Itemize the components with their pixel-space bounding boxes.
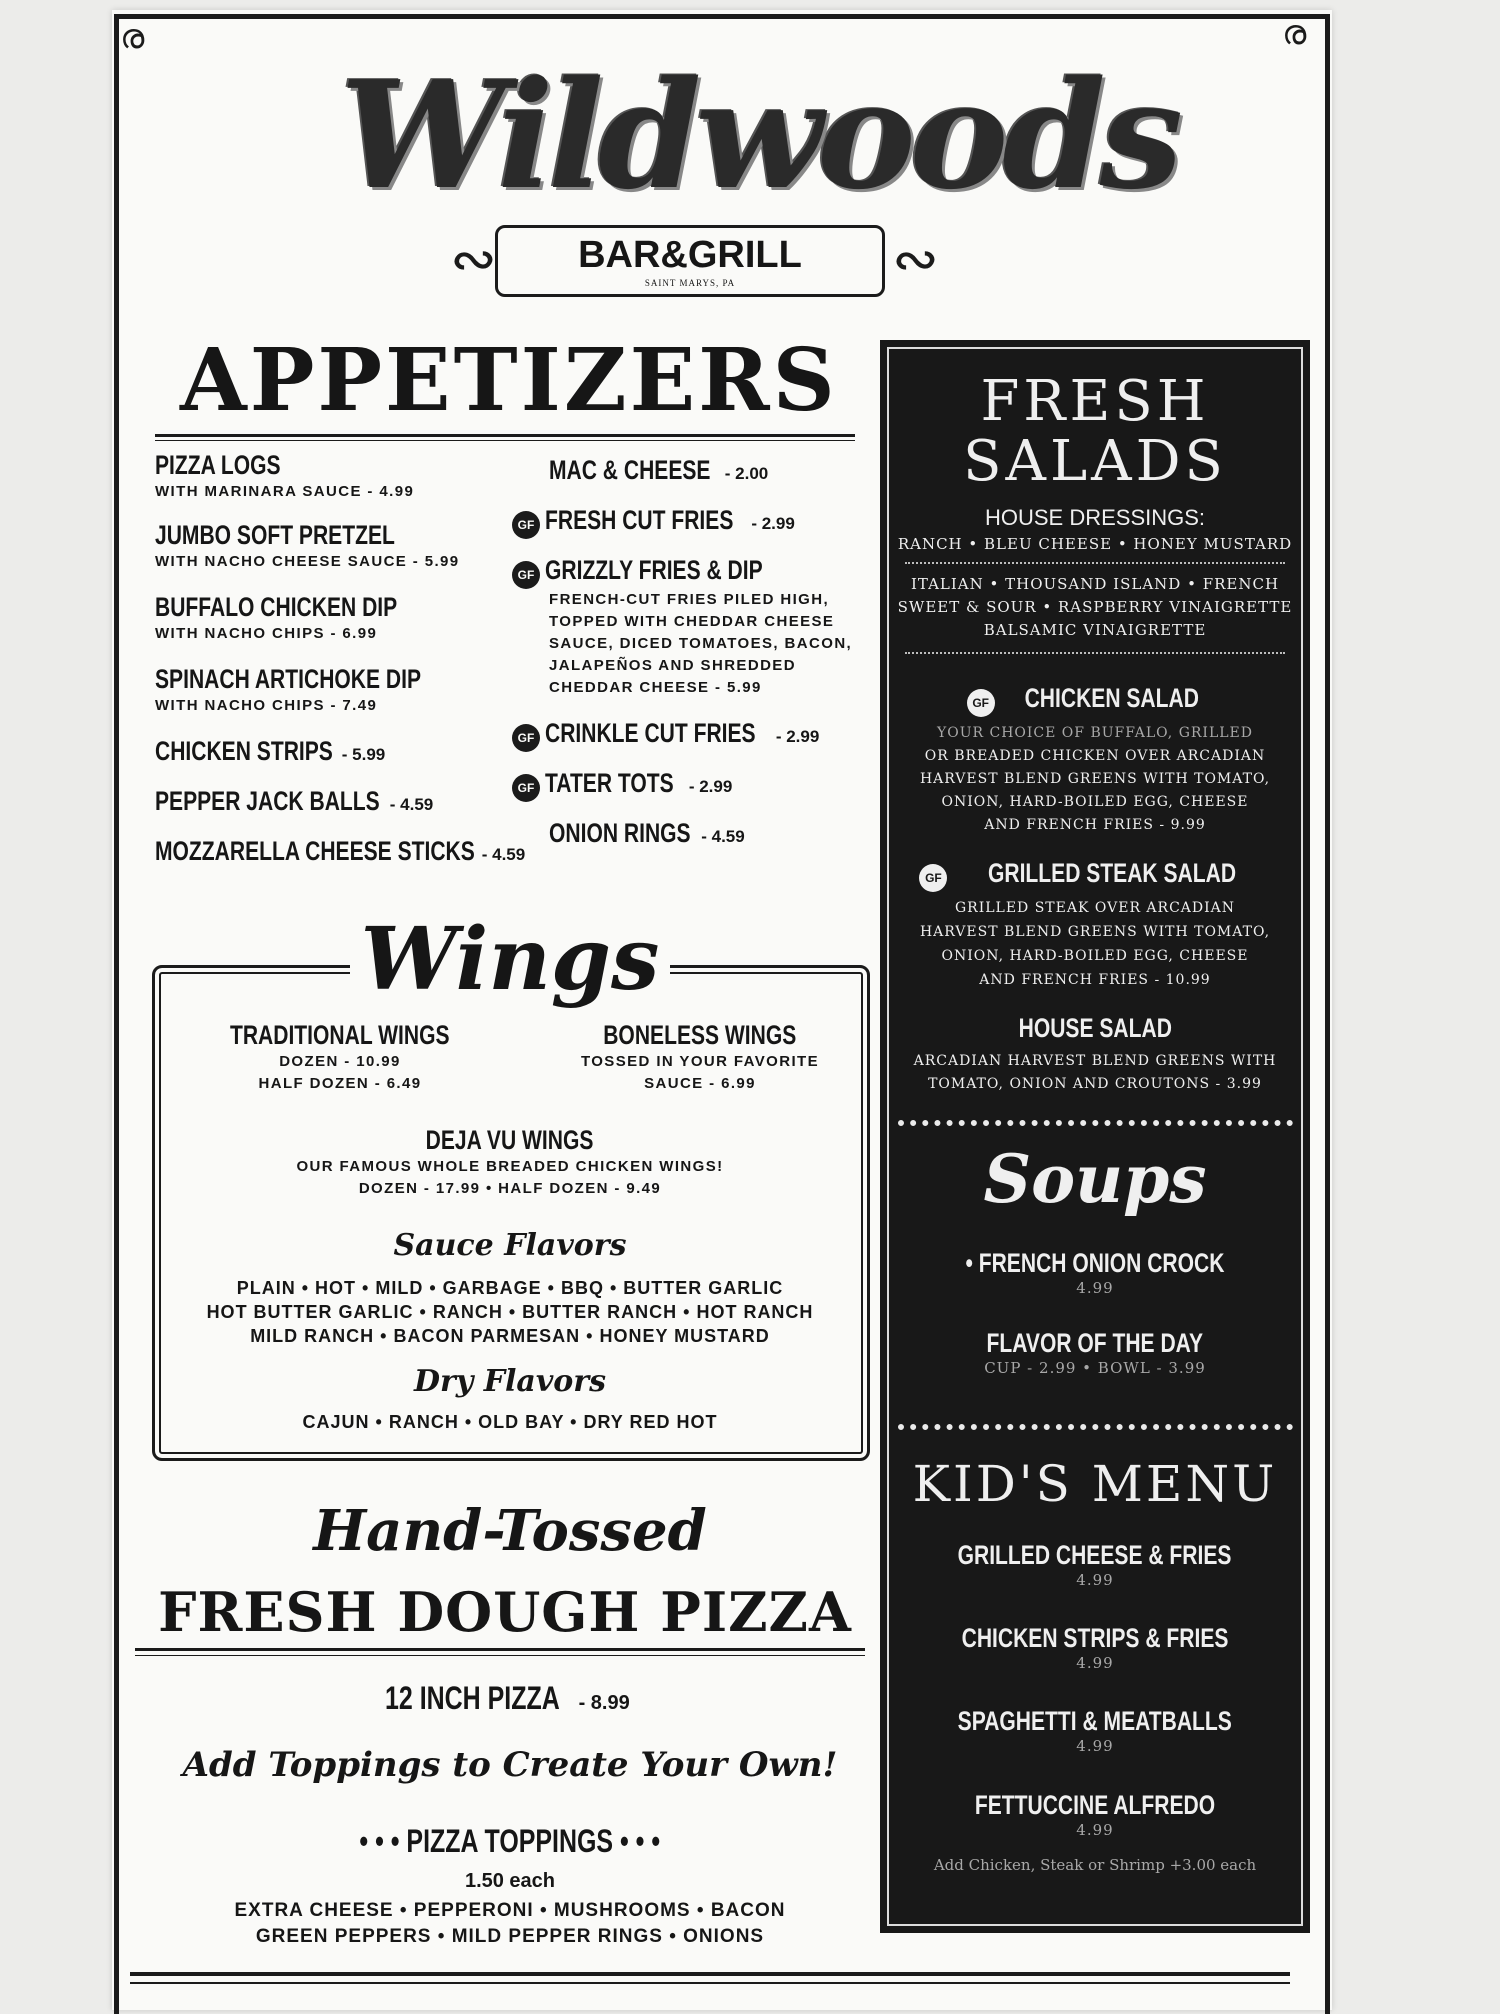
menu-item	[512, 718, 872, 768]
toppings-line: GREEN PEPPERS • MILD PEPPER RINGS • ONIONS	[255, 1926, 765, 1947]
item-name: TRADITIONAL WINGS	[230, 1020, 450, 1050]
item-name: BONELESS WINGS	[603, 1020, 797, 1050]
dressing-line: RANCH • BLEU CHEESE • HONEY MUSTARD	[897, 535, 1293, 553]
item-name: PEPPER JACK BALLS	[155, 786, 380, 816]
desc-line: YOUR CHOICE OF BUFFALO, GRILLED	[936, 725, 1254, 741]
restaurant-logo: Wildwoods	[340, 48, 1178, 222]
menu-item	[512, 818, 872, 868]
item-name: HOUSE SALAD	[1018, 1013, 1172, 1043]
item-name: DEJA VU WINGS	[426, 1125, 594, 1155]
item-desc: WITH NACHO CHEESE SAUCE - 5.99	[155, 553, 460, 570]
menu-item	[155, 450, 535, 520]
item-price: - 5.99	[337, 745, 386, 764]
pizza-item	[385, 1680, 630, 1717]
toppings-line: EXTRA CHEESE • PEPPERONI • MUSHROOMS • BACON	[234, 1900, 786, 1921]
item-name: • FRENCH ONION CROCK	[965, 1248, 1225, 1278]
logo-banner	[495, 225, 885, 297]
item-desc: FRENCH-CUT FRIES PILED HIGH,	[549, 590, 830, 608]
desc-line: GRILLED STEAK OVER ARCADIAN	[954, 900, 1236, 916]
item-desc: JALAPEÑOS AND SHREDDED	[549, 656, 796, 674]
salads-title-line1: FRESH	[980, 369, 1210, 434]
item-name: 12 INCH PIZZA	[385, 1680, 560, 1716]
item-name: ONION RINGS	[549, 818, 691, 848]
divider	[135, 1648, 865, 1651]
dry-flavors-title: Dry Flavors	[414, 1364, 606, 1399]
toppings-list	[160, 1898, 860, 1950]
divider	[905, 562, 1285, 564]
desc-line: OR BREADED CHICKEN OVER ARCADIAN	[924, 748, 1266, 764]
desc-line: TOMATO, ONION AND CROUTONS - 3.99	[928, 1076, 1262, 1092]
desc-line: AND FRENCH FRIES - 10.99	[979, 972, 1211, 988]
item-name: SPINACH ARTICHOKE DIP	[155, 664, 422, 694]
salad-desc	[882, 1050, 1308, 1096]
sauce-line: PLAIN • HOT • MILD • GARBAGE • BBQ • BUTTER GARLIC	[236, 1278, 784, 1298]
divider	[135, 1655, 865, 1656]
item-name: CRINKLE CUT FRIES	[545, 718, 756, 748]
item-name: JUMBO SOFT PRETZEL	[155, 520, 395, 550]
item-desc: DOZEN - 17.99 • HALF DOZEN - 9.49	[358, 1180, 662, 1197]
item-price: - 4.59	[696, 827, 745, 846]
item-price: - 4.59	[477, 845, 526, 864]
pizza-toppings-title	[180, 1823, 840, 1860]
item-desc: CHEDDAR CHEESE - 5.99	[549, 678, 762, 696]
item-price: - 2.00	[720, 464, 769, 483]
desc-line: ONION, HARD-BOILED EGG, CHEESE	[941, 948, 1249, 964]
menu-item	[512, 555, 872, 718]
sauce-flavors-list	[160, 1276, 860, 1348]
salad-item	[880, 683, 1310, 717]
item-name: TATER TOTS	[545, 768, 674, 798]
item-desc: WITH NACHO CHIPS - 6.99	[155, 625, 378, 642]
kids-item	[880, 1540, 1310, 1589]
boneless-wings	[540, 1020, 860, 1095]
appetizers-right-column	[512, 455, 872, 868]
logo-town: SAINT MARYS, PA	[644, 278, 736, 288]
gluten-free-icon: GF	[512, 561, 540, 589]
item-price: - 2.99	[746, 514, 795, 533]
pizza-script-title: Hand-Tossed	[313, 1498, 707, 1564]
dotted-divider	[898, 1120, 1293, 1126]
divider	[130, 1982, 1290, 1984]
deja-vu-wings	[180, 1125, 840, 1200]
dotted-divider	[898, 1424, 1293, 1430]
gluten-free-icon: GF	[967, 689, 995, 717]
item-desc: TOSSED IN YOUR FAVORITE	[580, 1053, 820, 1070]
item-name: FLAVOR OF THE DAY	[986, 1328, 1204, 1358]
sauce-flavors-title: Sauce Flavors	[393, 1228, 627, 1263]
traditional-wings	[180, 1020, 500, 1095]
menu-item	[155, 836, 535, 886]
menu-item	[155, 786, 535, 836]
swirl-left-icon: ∾	[450, 227, 497, 292]
item-name: GRILLED STEAK SALAD	[987, 858, 1236, 888]
pizza-cta: Add Toppings to Create Your Own!	[182, 1745, 838, 1785]
menu-item	[155, 592, 535, 664]
item-name: MOZZARELLA CHEESE STICKS	[155, 836, 475, 866]
item-name: CHICKEN STRIPS & FRIES	[961, 1623, 1229, 1653]
corner-scroll-icon: ര	[1282, 13, 1307, 53]
menu-item	[155, 520, 535, 592]
dry-line: CAJUN • RANCH • OLD BAY • DRY RED HOT	[302, 1412, 718, 1432]
menu-item	[155, 736, 535, 786]
salad-item	[880, 1013, 1310, 1044]
salads-title-line2: SALADS	[963, 429, 1227, 494]
divider	[905, 652, 1285, 654]
appetizers-title: APPETIZERS	[180, 330, 838, 431]
salad-desc	[882, 896, 1308, 992]
desc-line: AND FRENCH FRIES - 9.99	[984, 817, 1206, 833]
item-name: FRESH CUT FRIES	[545, 505, 734, 535]
item-price: - 2.99	[684, 777, 733, 796]
pizza-title: FRESH DOUGH PIZZA	[158, 1580, 852, 1644]
item-name: BUFFALO CHICKEN DIP	[155, 592, 398, 622]
item-desc: WITH MARINARA SAUCE - 4.99	[155, 483, 415, 500]
sauce-line: HOT BUTTER GARLIC • RANCH • BUTTER RANCH • HOT RANCH	[206, 1302, 814, 1322]
menu-item	[155, 664, 535, 736]
desc-line: ARCADIAN HARVEST BLEND GREENS WITH	[913, 1053, 1277, 1069]
item-price: 4.99	[1076, 1821, 1114, 1839]
toppings-title: • • • PIZZA TOPPINGS • • •	[359, 1823, 661, 1859]
soup-item	[880, 1328, 1310, 1377]
item-desc: TOPPED WITH CHEDDAR CHEESE	[549, 612, 835, 630]
dry-flavors-list	[180, 1410, 840, 1434]
item-name: PIZZA LOGS	[155, 450, 281, 480]
item-price: - 4.59	[385, 795, 434, 814]
item-name: MAC & CHEESE	[549, 455, 711, 485]
item-price: - 8.99	[573, 1692, 630, 1714]
item-desc: HALF DOZEN - 6.49	[258, 1075, 422, 1092]
item-desc: OUR FAMOUS WHOLE BREADED CHICKEN WINGS!	[296, 1158, 724, 1175]
corner-scroll-icon: ര	[120, 17, 145, 57]
item-price: 4.99	[1076, 1571, 1114, 1589]
dressing-line: SWEET & SOUR • RASPBERRY VINAIGRETTE	[897, 598, 1293, 616]
item-name: SPAGHETTI & MEATBALLS	[957, 1706, 1233, 1736]
item-price: 4.99	[1076, 1737, 1114, 1755]
kids-item	[880, 1706, 1310, 1755]
divider	[130, 1972, 1290, 1976]
item-name: GRILLED CHEESE & FRIES	[958, 1540, 1232, 1570]
item-name: FETTUCCINE ALFREDO	[974, 1790, 1216, 1820]
desc-line: ONION, HARD-BOILED EGG, CHEESE	[941, 794, 1249, 810]
appetizers-left-column	[155, 450, 535, 886]
wings-title: Wings	[350, 905, 670, 1015]
item-desc: WITH NACHO CHIPS - 7.49	[155, 697, 378, 714]
item-price: 4.99	[1076, 1654, 1114, 1672]
kids-note: Add Chicken, Steak or Shrimp +3.00 each	[933, 1856, 1257, 1874]
swirl-right-icon: ∾	[892, 227, 939, 292]
gluten-free-icon: GF	[919, 864, 947, 892]
desc-line: HARVEST BLEND GREENS WITH TOMATO,	[919, 924, 1271, 940]
item-price: 4.99	[1076, 1279, 1114, 1297]
menu-item	[512, 505, 872, 555]
soup-item	[880, 1248, 1310, 1297]
item-price: - 2.99	[771, 727, 820, 746]
menu-item	[512, 455, 872, 505]
dressing-line: ITALIAN • THOUSAND ISLAND • FRENCH	[910, 575, 1280, 593]
divider	[155, 440, 855, 441]
divider	[155, 434, 855, 437]
kids-menu-title: KID'S MENU	[912, 1455, 1278, 1513]
kids-item	[880, 1623, 1310, 1672]
dressings-title: HOUSE DRESSINGS:	[984, 505, 1206, 530]
desc-line: HARVEST BLEND GREENS WITH TOMATO,	[919, 771, 1271, 787]
soups-title: Soups	[983, 1140, 1207, 1218]
item-desc: SAUCE, DICED TOMATOES, BACON,	[549, 634, 853, 652]
sauce-line: MILD RANCH • BACON PARMESAN • HONEY MUSTARD	[250, 1326, 770, 1346]
item-desc: DOZEN - 10.99	[279, 1053, 401, 1070]
item-price: CUP - 2.99 • BOWL - 3.99	[984, 1359, 1206, 1377]
dressing-line: BALSAMIC VINAIGRETTE	[983, 621, 1207, 639]
item-name: CHICKEN STRIPS	[155, 736, 333, 766]
salad-desc	[882, 722, 1308, 837]
gluten-free-icon: GF	[512, 511, 540, 539]
salad-item	[880, 858, 1310, 892]
kids-item	[880, 1790, 1310, 1839]
item-name: GRIZZLY FRIES & DIP	[545, 555, 763, 585]
menu-item	[512, 768, 872, 818]
toppings-price: 1.50 each	[464, 1870, 556, 1892]
item-desc: SAUCE - 6.99	[644, 1075, 756, 1092]
gluten-free-icon: GF	[512, 724, 540, 752]
gluten-free-icon: GF	[512, 774, 540, 802]
logo-subtitle: BAR&GRILL	[578, 234, 802, 276]
item-name: CHICKEN SALAD	[1024, 683, 1199, 713]
